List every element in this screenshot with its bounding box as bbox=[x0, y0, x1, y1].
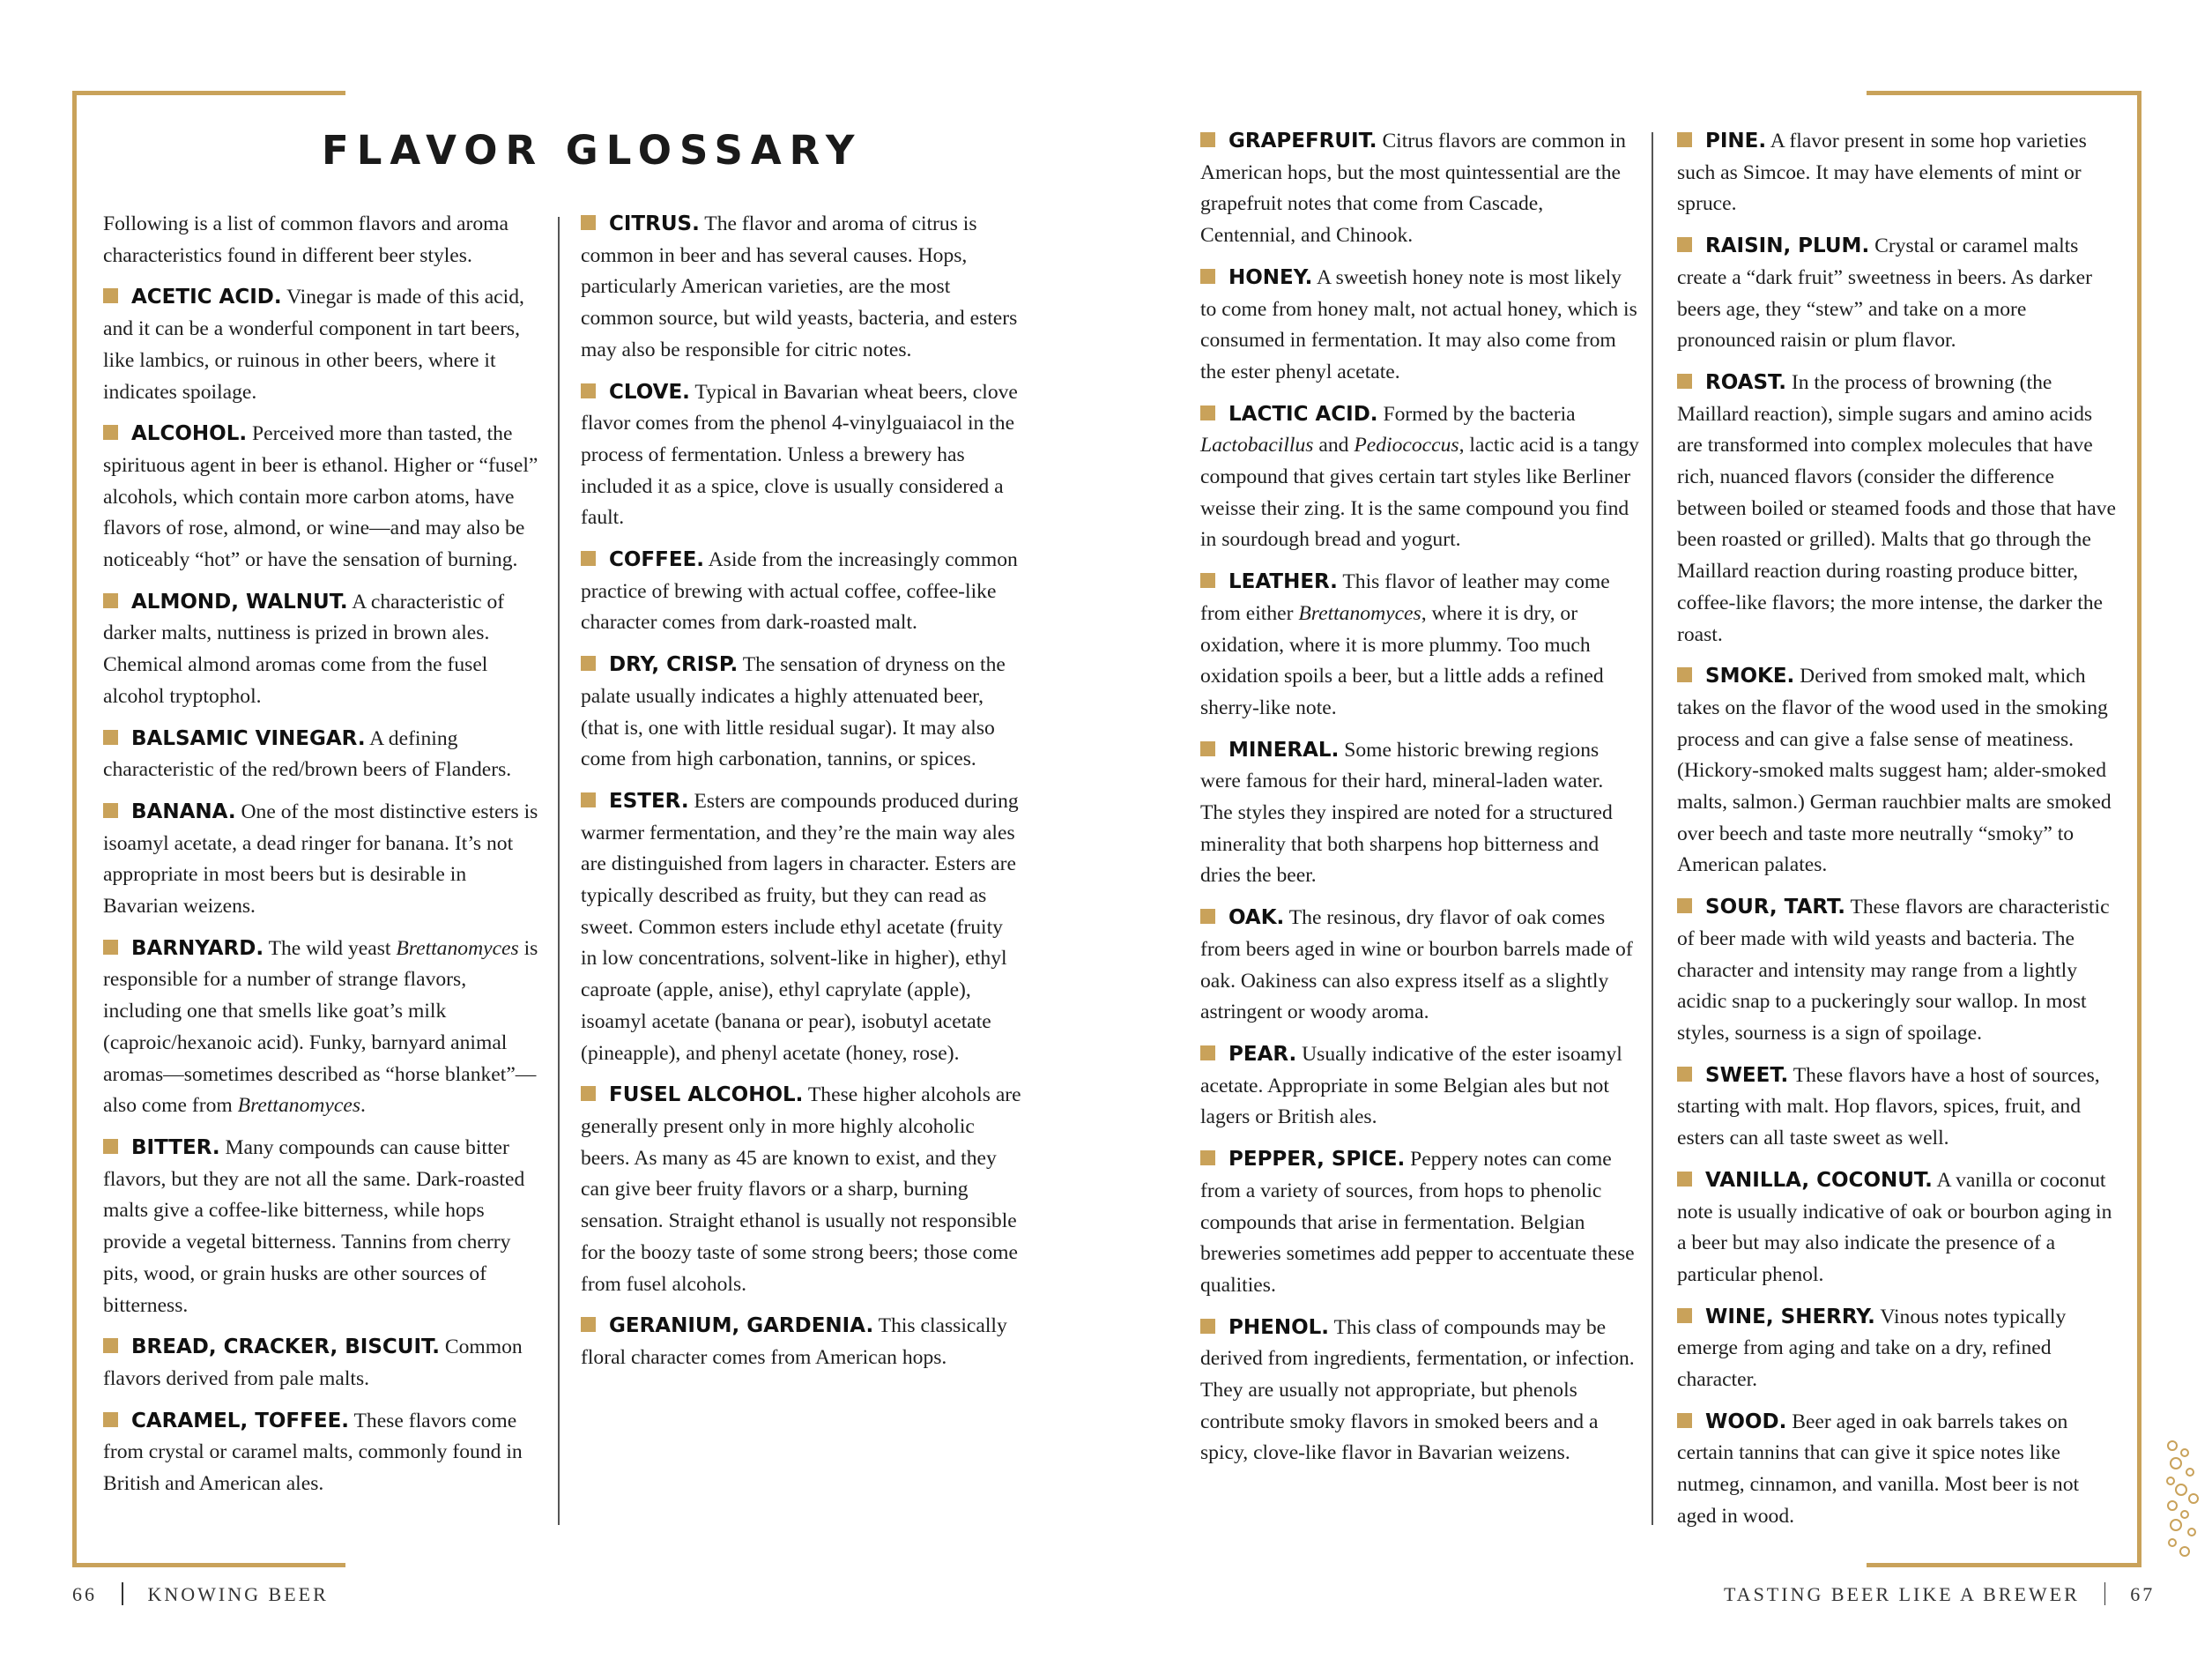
gold-square-bullet-icon bbox=[1200, 1150, 1215, 1165]
left-frame-top bbox=[72, 91, 345, 95]
glossary-term: MINERAL. bbox=[1228, 738, 1340, 762]
glossary-definition: Some historic brewing regions were famous for their hard, mineral-laden water. The styles they inspired are noted for a structured minerality that both sharpens hop bitterness and dries the beer. bbox=[1200, 738, 1613, 888]
glossary-entry-geranium-gardenia bbox=[581, 1311, 1023, 1373]
glossary-term: PHENOL. bbox=[1228, 1315, 1330, 1339]
gold-square-bullet-icon bbox=[581, 656, 596, 671]
glossary-term: SOUR, TART. bbox=[1705, 896, 1845, 919]
glossary-definition: The flavor and aroma of citrus is common in beer and has several causes. Hops, particularly American varieties, are the most common source, but wild yeasts, bacteria, and esters may also be responsible for citric notes. bbox=[581, 212, 1018, 361]
footer-divider-right bbox=[2104, 1582, 2106, 1605]
glossary-definition: A vanilla or coconut note is usually indicative of oak or bourbon aging in a beer but may also indicate the presence of a particular phenol. bbox=[1677, 1168, 2112, 1286]
gold-square-bullet-icon bbox=[1200, 1319, 1215, 1334]
glossary-entry-banana bbox=[103, 797, 546, 923]
intro-paragraph: Following is a list of common flavors and aroma characteristics found in different beer styles. bbox=[103, 212, 509, 267]
glossary-definition: This classically floral character comes from American hops. bbox=[581, 1314, 1007, 1369]
glossary-entry-wine-sherry bbox=[1677, 1302, 2121, 1396]
glossary-term: FUSEL ALCOHOL. bbox=[609, 1083, 804, 1107]
glossary-definition: Aside from the increasingly common practice of brewing with actual coffee, coffee-like character comes from dark-roasted malt. bbox=[581, 548, 1018, 635]
genus-name: Lactobacillus bbox=[1200, 434, 1314, 458]
glossary-entry-clove bbox=[581, 377, 1023, 535]
gold-square-bullet-icon bbox=[1677, 1172, 1692, 1187]
glossary-definition: Perceived more than tasted, the spirituous agent in beer is ethanol. Higher or “fusel” alcohols, which contain more carbon atoms, have flavors of rose, almond, or wine—and may also be noticeably “hot” or have the sensation of burning. bbox=[103, 422, 538, 572]
glossary-definition: is responsible for a number of strange flavors, including one that smells like goat’s milk (caproic/hexanoic acid). Funky, barnyard animal aromas—sometimes described as “horse blanket”—also come from bbox=[103, 936, 538, 1118]
glossary-definition: The sensation of dryness on the palate usually indicates a highly attenuated beer, (that is, one with little residual sugar). It may also come from high carbonation, tannins, or spices. bbox=[581, 653, 1006, 771]
column-divider-left bbox=[558, 217, 560, 1525]
gold-square-bullet-icon bbox=[1200, 405, 1215, 420]
glossary-definition: These flavors come from crystal or caramel malts, commonly found in British and American ales. bbox=[103, 1409, 523, 1496]
glossary-definition: Usually indicative of the ester isoamyl acetate. Appropriate in some Belgian ales but not lagers or British ales. bbox=[1200, 1042, 1622, 1129]
glossary-definition: Esters are compounds produced during warmer fermentation, and they’re the main way ales are distinguished from lagers in character. Esters are typically described as fruity, but they can read as sweet. Common esters include ethyl acetate (fruity in low concentrations, solvent-like in higher), ethyl caproate (apple, anise), ethyl caprylate (apple), isoamyl acetate (banana or pear), isobutyl acetate (pineapple), and phenyl acetate (honey, rose). bbox=[581, 789, 1019, 1065]
glossary-entry-mineral bbox=[1200, 735, 1639, 893]
bubbles-decoration-icon bbox=[2164, 1437, 2203, 1560]
glossary-definition: Formed by the bacteria bbox=[1377, 402, 1576, 426]
glossary-term: ACETIC ACID. bbox=[131, 286, 282, 309]
glossary-definition: A flavor present in some hop varieties such as Simcoe. It may have elements of mint or spruce. bbox=[1677, 130, 2087, 216]
genus-name: Pediococcus bbox=[1354, 434, 1459, 458]
gold-square-bullet-icon bbox=[581, 215, 596, 230]
gold-square-bullet-icon bbox=[1200, 1045, 1215, 1060]
glossary-definition: In the process of browning (the Maillard reaction), simple sugars and amino acids are transformed into complex molecules that have rich, nuanced flavors (consider the difference between boiled or steamed foods and those that have been roasted or grilled). Malts that go through the Maillard reaction during roasting produce bitter, coffee-like flavors; the more intense, the darker the roast. bbox=[1677, 370, 2116, 646]
glossary-term: ESTER. bbox=[609, 789, 689, 813]
glossary-definition: These flavors have a host of sources, starting with malt. Hop flavors, spices, fruit, and esters can all taste sweet as well. bbox=[1677, 1063, 2100, 1150]
glossary-term: GRAPEFRUIT. bbox=[1228, 130, 1377, 153]
right-frame-side bbox=[2137, 91, 2141, 1567]
glossary-term: HONEY. bbox=[1228, 265, 1313, 289]
glossary-term: GERANIUM, GARDENIA. bbox=[609, 1314, 874, 1338]
glossary-term: ALMOND, WALNUT. bbox=[131, 590, 348, 614]
glossary-definition: , where it is dry, or oxidation, where it is more plummy. Too much oxidation spoils a beer, but a little adds a refined sherry-like note. bbox=[1200, 601, 1604, 719]
gold-square-bullet-icon bbox=[1200, 573, 1215, 588]
gold-square-bullet-icon bbox=[103, 593, 118, 608]
glossary-entry-balsamic-vinegar bbox=[103, 724, 546, 786]
glossary-entry-roast bbox=[1677, 368, 2121, 651]
glossary-entry-raisin-plum bbox=[1677, 231, 2121, 357]
glossary-definition: Many compounds can cause bitter flavors, but they are not all the same. Dark-roasted malts give a coffee-like bitterness, while hops provide a vegetal bitterness. Tannins from cherry pits, wood, or grain husks are other sources of bitterness. bbox=[103, 1135, 525, 1317]
glossary-entry-leather bbox=[1200, 567, 1639, 725]
glossary-term: CITRUS. bbox=[609, 212, 700, 235]
glossary-definition: A characteristic of darker malts, nuttiness is prized in brown ales. Chemical almond aromas come from the fusel alcohol tryptophol. bbox=[103, 590, 505, 708]
glossary-term: DRY, CRISP. bbox=[609, 653, 739, 677]
glossary-entry-almond-walnut bbox=[103, 587, 546, 713]
glossary-entry-grapefruit bbox=[1200, 126, 1639, 252]
gold-square-bullet-icon bbox=[1677, 374, 1692, 389]
glossary-entry-coffee bbox=[581, 545, 1023, 639]
glossary-term: PEPPER, SPICE. bbox=[1228, 1148, 1406, 1172]
glossary-definition: Common flavors derived from pale malts. bbox=[103, 1335, 523, 1390]
glossary-definition: Vinous notes typically emerge from aging and take on a dry, refined character. bbox=[1677, 1305, 2067, 1392]
glossary-definition: This flavor of leather may come from either bbox=[1200, 570, 1610, 625]
gold-square-bullet-icon bbox=[1200, 132, 1215, 147]
glossary-definition: and bbox=[1313, 434, 1355, 458]
glossary-term: ROAST. bbox=[1705, 370, 1786, 394]
genus-name: Brettanomyces bbox=[1298, 601, 1421, 625]
glossary-term: BREAD, CRACKER, BISCUIT. bbox=[131, 1335, 440, 1359]
glossary-term: RAISIN, PLUM. bbox=[1705, 234, 1870, 258]
glossary-definition: This class of compounds may be derived from ingredients, fermentation, or infection. They are usually not appropriate, but phenols contribute smoky flavors in smoked beers and a spicy, clove-like flavor in Bavarian weizens. bbox=[1200, 1315, 1635, 1465]
glossary-term: LACTIC ACID. bbox=[1228, 402, 1378, 426]
gold-square-bullet-icon bbox=[1677, 132, 1692, 147]
glossary-column-1 bbox=[103, 209, 546, 1511]
glossary-term: BITTER. bbox=[131, 1135, 220, 1159]
glossary-entry-dry-crisp bbox=[581, 650, 1023, 776]
glossary-term: BALSAMIC VINEGAR. bbox=[131, 726, 366, 750]
gold-square-bullet-icon bbox=[581, 792, 596, 807]
glossary-entry-phenol bbox=[1200, 1313, 1639, 1470]
gold-square-bullet-icon bbox=[103, 1338, 118, 1353]
glossary-term: PEAR. bbox=[1228, 1042, 1297, 1066]
gold-square-bullet-icon bbox=[103, 1412, 118, 1427]
glossary-entry-vanilla-coconut bbox=[1677, 1165, 2121, 1291]
glossary-term: SMOKE. bbox=[1705, 665, 1795, 688]
gold-square-bullet-icon bbox=[103, 1139, 118, 1154]
gold-square-bullet-icon bbox=[103, 730, 118, 745]
glossary-entry-pepper-spice bbox=[1200, 1144, 1639, 1302]
glossary-term: WINE, SHERRY. bbox=[1705, 1305, 1875, 1328]
gold-square-bullet-icon bbox=[103, 940, 118, 955]
glossary-entry-lactic-acid bbox=[1200, 399, 1639, 557]
glossary-definition: The resinous, dry flavor of oak comes from beers aged in wine or bourbon barrels made of oak. Oakiness can also express itself as a slightly astringent or woody aroma. bbox=[1200, 906, 1633, 1024]
glossary-definition: , lactic acid is a tangy compound that gives certain tart styles like Berliner weisse their zing. It is the same compound you find in sourdough bread and yogurt. bbox=[1200, 434, 1639, 552]
left-frame-bottom bbox=[72, 1563, 345, 1567]
glossary-definition: Peppery notes can come from a variety of sources, from hops to phenolic compounds that arise in fermentation. Belgian breweries sometimes add pepper to accentuate these qualities. bbox=[1200, 1148, 1635, 1297]
glossary-entry-pine bbox=[1677, 126, 2121, 220]
glossary-definition: Crystal or caramel malts create a “dark fruit” sweetness in beers. As darker beers age, they “stew” and take on a more pronounced raisin or plum flavor. bbox=[1677, 234, 2092, 353]
glossary-term: LEATHER. bbox=[1228, 570, 1338, 594]
gold-square-bullet-icon bbox=[1200, 741, 1215, 756]
glossary-entry-barnyard bbox=[103, 934, 546, 1122]
page-title: FLAVOR GLOSSARY bbox=[322, 127, 863, 174]
glossary-entry-honey bbox=[1200, 263, 1639, 389]
glossary-definition: The wild yeast bbox=[264, 936, 397, 960]
right-frame-bottom bbox=[1867, 1563, 2141, 1567]
glossary-column-2 bbox=[581, 209, 1023, 1385]
gold-square-bullet-icon bbox=[581, 1086, 596, 1101]
gold-square-bullet-icon bbox=[581, 1317, 596, 1332]
glossary-entry-sweet bbox=[1677, 1060, 2121, 1155]
glossary-entry-acetic-acid bbox=[103, 282, 546, 408]
glossary-entry-smoke bbox=[1677, 661, 2121, 882]
glossary-term: VANILLA, COCONUT. bbox=[1705, 1168, 1933, 1192]
genus-name: Brettanomyces bbox=[237, 1094, 360, 1118]
glossary-definition: A defining characteristic of the red/brown beers of Flanders. bbox=[103, 726, 512, 782]
gold-square-bullet-icon bbox=[103, 425, 118, 440]
glossary-definition: A sweetish honey note is most likely to come from honey malt, not actual honey, which is consumed in fermentation. It may also come from the ester phenyl acetate. bbox=[1200, 265, 1637, 383]
glossary-definition: Derived from smoked malt, which takes on the flavor of the wood used in the smoking process and can give a false sense of meatiness. (Hickory-smoked malts suggest ham; alder-smoked malts, salmon.) German rauchbier malts are smoked over beech and taste more neutrally “smoky” to American palates. bbox=[1677, 665, 2112, 877]
glossary-entry-ester bbox=[581, 786, 1023, 1069]
glossary-term: WOOD. bbox=[1705, 1410, 1787, 1433]
glossary-entry-wood bbox=[1677, 1407, 2121, 1533]
glossary-entry-bitter bbox=[103, 1133, 546, 1321]
gold-square-bullet-icon bbox=[1200, 909, 1215, 924]
gold-square-bullet-icon bbox=[103, 803, 118, 818]
gold-square-bullet-icon bbox=[1677, 1413, 1692, 1428]
gold-square-bullet-icon bbox=[1677, 237, 1692, 252]
gold-square-bullet-icon bbox=[1677, 898, 1692, 913]
glossary-definition: Vinegar is made of this acid, and it can be a wonderful component in tart beers, like lambics, or ruinous in other beers, where it indicates spoilage. bbox=[103, 286, 524, 404]
column-1-entries bbox=[103, 282, 546, 1499]
glossary-definition: . bbox=[360, 1094, 366, 1118]
glossary-entry-fusel-alcohol bbox=[581, 1080, 1023, 1300]
glossary-term: CARAMEL, TOFFEE. bbox=[131, 1409, 350, 1432]
glossary-entry-caramel-toffee bbox=[103, 1406, 546, 1500]
glossary-entry-sour-tart bbox=[1677, 892, 2121, 1050]
glossary-definition: Citrus flavors are common in American hops, but the most quintessential are the grapefruit notes that come from Cascade, Centennial, and Chinook. bbox=[1200, 130, 1626, 248]
glossary-entry-citrus bbox=[581, 209, 1023, 367]
glossary-term: ALCOHOL. bbox=[131, 422, 248, 446]
glossary-definition: These flavors are characteristic of beer made with wild yeasts and bacteria. The character and intensity may range from a lightly acidic snap to a puckeringly sour wallop. In most styles, sourness is a sign of spoilage. bbox=[1677, 896, 2110, 1045]
glossary-definition: These higher alcohols are generally present only in more highly alcoholic beers. As many as 45 are known to exist, and they can give beer fruity flavors or a sharp, burning sensation. Straight ethanol is usually not responsible for the boozy taste of some strong beers; those come from fusel alcohols. bbox=[581, 1083, 1021, 1296]
right-frame-top bbox=[1867, 91, 2141, 95]
page-number-right: 67 bbox=[2130, 1583, 2156, 1605]
glossary-term: BARNYARD. bbox=[131, 936, 264, 960]
glossary-entry-bread-cracker-biscuit bbox=[103, 1332, 546, 1395]
running-head-right: TASTING BEER LIKE A BREWER bbox=[1724, 1583, 2080, 1605]
left-frame-side bbox=[72, 91, 77, 1567]
running-head-left: KNOWING BEER bbox=[147, 1583, 329, 1605]
glossary-term: CLOVE. bbox=[609, 380, 690, 404]
glossary-entry-alcohol bbox=[103, 419, 546, 577]
gold-square-bullet-icon bbox=[1677, 667, 1692, 682]
gold-square-bullet-icon bbox=[581, 383, 596, 398]
gold-square-bullet-icon bbox=[581, 551, 596, 566]
footer-divider-left bbox=[122, 1582, 123, 1605]
footer-right bbox=[1724, 1582, 2155, 1606]
gold-square-bullet-icon bbox=[103, 288, 118, 303]
glossary-term: BANANA. bbox=[131, 800, 236, 823]
glossary-definition: Typical in Bavarian wheat beers, clove flavor comes from the phenol 4-vinylguaiacol in the process of fermentation. Unless a brewery has included it as a spice, clove is usually considered a fault. bbox=[581, 380, 1018, 530]
glossary-entry-pear bbox=[1200, 1039, 1639, 1134]
glossary-term: COFFEE. bbox=[609, 548, 705, 572]
page-number-left: 66 bbox=[72, 1583, 97, 1605]
glossary-term: OAK. bbox=[1228, 906, 1285, 930]
glossary-column-3 bbox=[1200, 126, 1639, 1480]
gold-square-bullet-icon bbox=[1677, 1067, 1692, 1082]
column-divider-right bbox=[1652, 132, 1653, 1525]
genus-name: Brettanomyces bbox=[396, 936, 519, 960]
glossary-term: SWEET. bbox=[1705, 1063, 1789, 1087]
glossary-column-4 bbox=[1677, 126, 2121, 1544]
glossary-definition: Beer aged in oak barrels takes on certain tannins that can give it spice notes like nutmeg, cinnamon, and vanilla. Most beer is not aged in wood. bbox=[1677, 1410, 2080, 1528]
glossary-definition: One of the most distinctive esters is isoamyl acetate, a dead ringer for banana. It’s not appropriate in most beers but is desirable in Bavarian weizens. bbox=[103, 800, 538, 919]
gold-square-bullet-icon bbox=[1677, 1308, 1692, 1323]
glossary-entry-oak bbox=[1200, 903, 1639, 1029]
glossary-term: PINE. bbox=[1705, 130, 1767, 153]
footer-left bbox=[72, 1582, 329, 1606]
gold-square-bullet-icon bbox=[1200, 269, 1215, 284]
